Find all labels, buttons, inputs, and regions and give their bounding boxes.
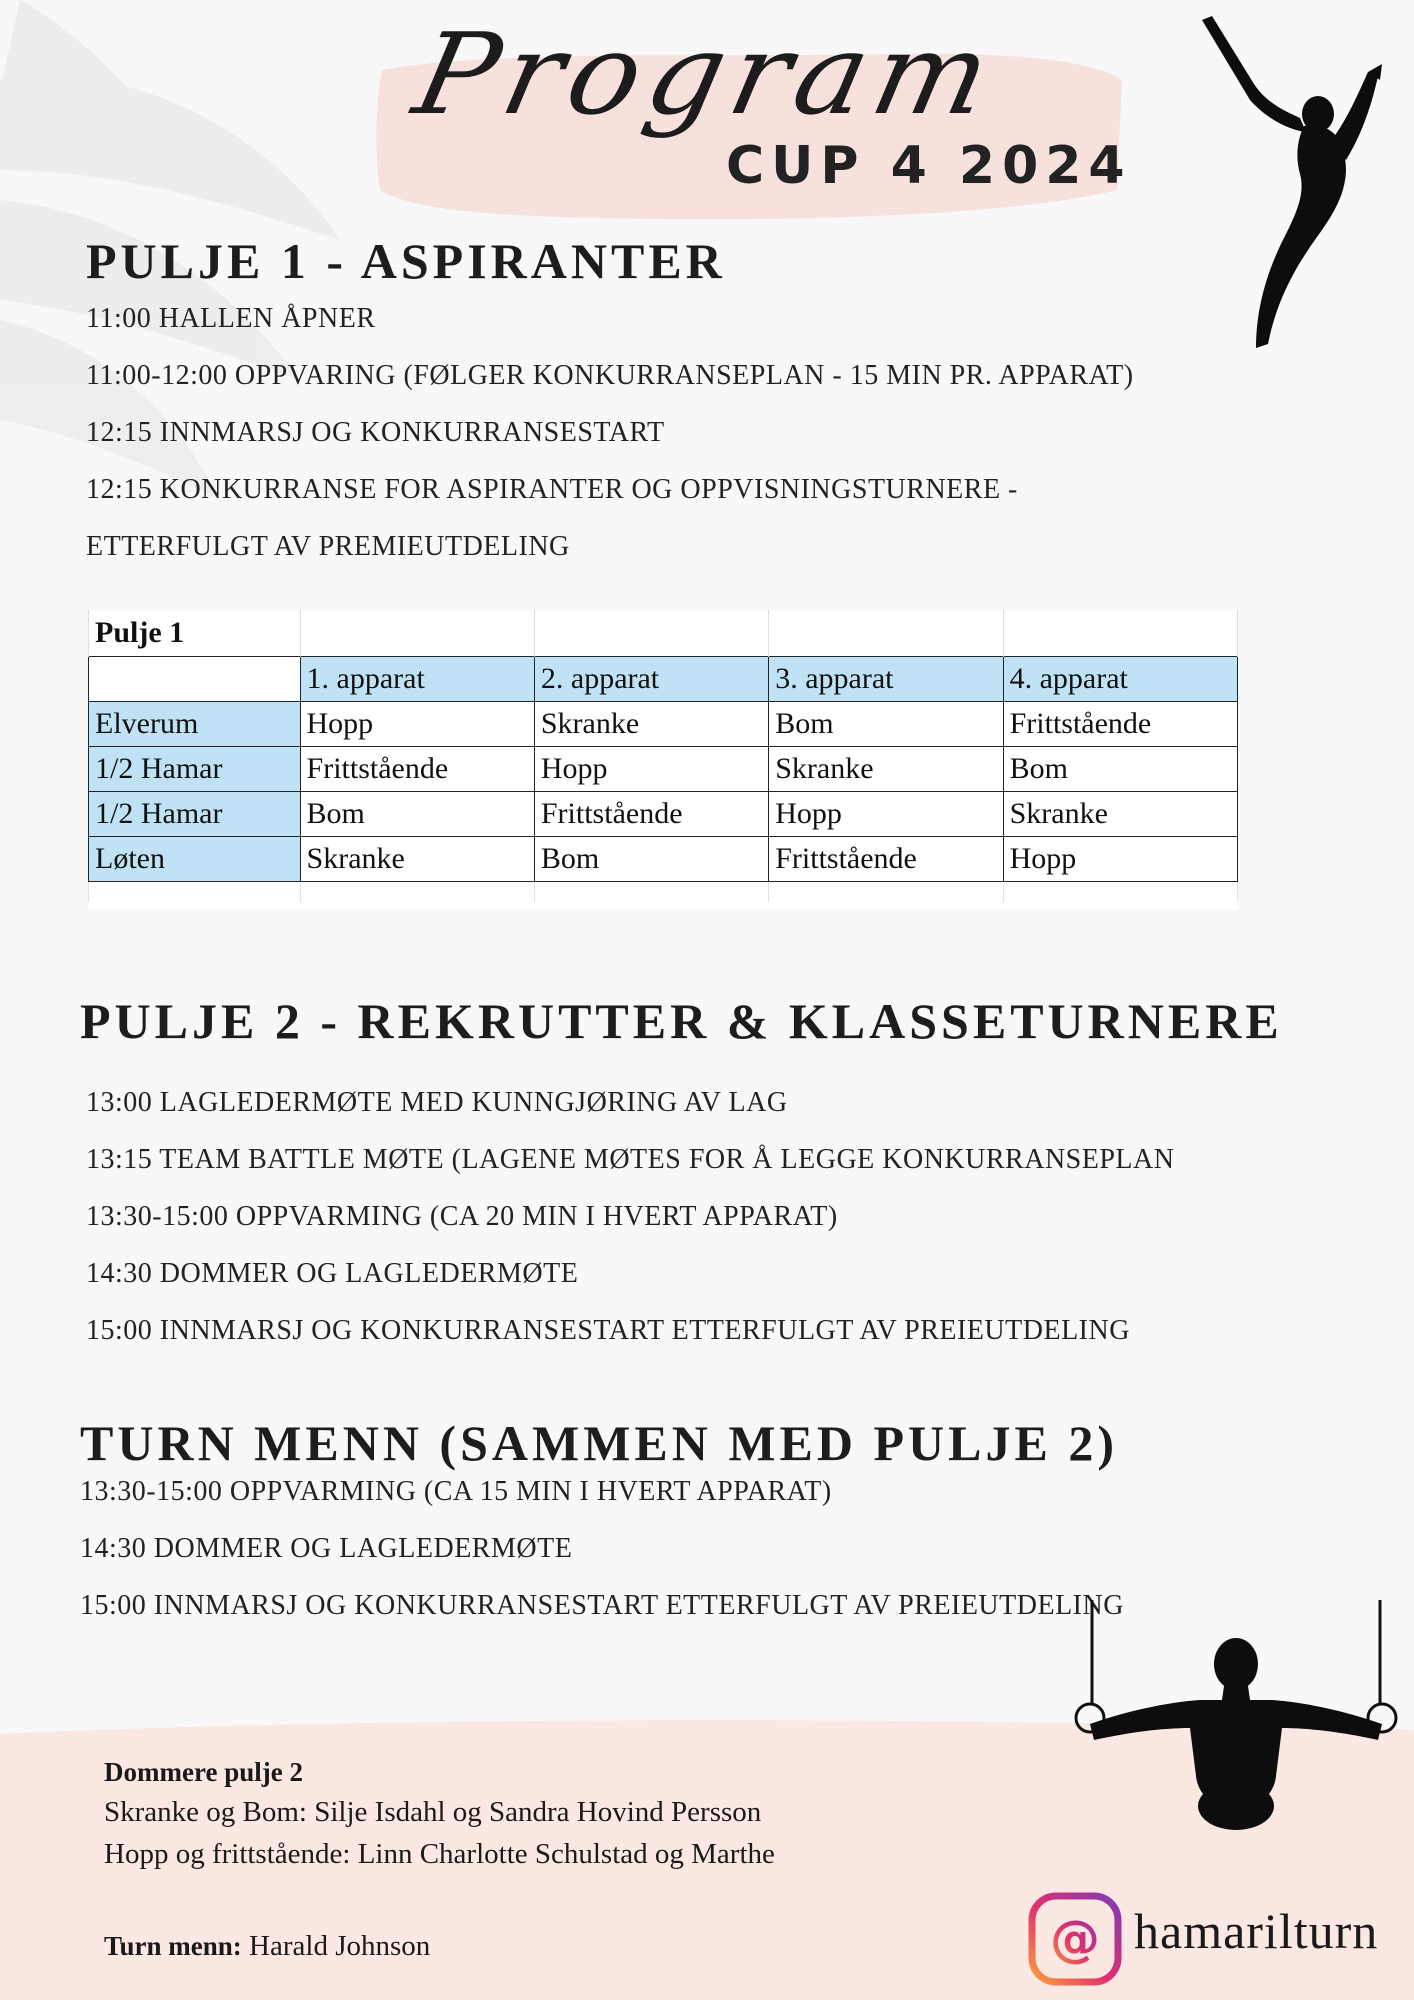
- table-row: [89, 837, 1238, 882]
- svg-text:@: @: [1050, 1910, 1100, 1968]
- table-cell: Skranke: [534, 702, 768, 747]
- pulje1-line: 12:15 KONKURRANSE FOR ASPIRANTER OG OPPVISNINGSTURNERE -: [86, 474, 1018, 505]
- table-cell: Skranke: [300, 837, 534, 882]
- pulje2-line: 13:00 LAGLEDERMØTE MED KUNNGJØRING AV LAG: [86, 1087, 788, 1118]
- table-row: [89, 747, 1238, 792]
- turn-menn-heading: TURN MENN (SAMMEN MED PULJE 2): [80, 1415, 1118, 1471]
- table-club-cell: 1/2 Hamar: [89, 792, 301, 837]
- instagram-handle[interactable]: hamarilturn: [1134, 1903, 1379, 1959]
- turn-menn-line: 14:30 DOMMER OG LAGLEDERMØTE: [80, 1533, 573, 1564]
- table-cell: Skranke: [769, 747, 1003, 792]
- table-cell: Bom: [300, 792, 534, 837]
- table-row: [89, 792, 1238, 837]
- table-cell: Hopp: [534, 747, 768, 792]
- table-club-cell: Elverum: [89, 702, 301, 747]
- men-judge-label: Turn menn:: [104, 1931, 242, 1961]
- table-tail-row: [89, 882, 1238, 903]
- table-club-cell: 1/2 Hamar: [89, 747, 301, 792]
- table-empty-cell: [1003, 882, 1237, 903]
- gymnast-silhouette-icon: [1196, 14, 1386, 354]
- table-cell: Hopp: [1003, 837, 1237, 882]
- table-empty-cell: [300, 882, 534, 903]
- pulje1-line: 11:00-12:00 OPPVARING (FØLGER KONKURRANSEPLAN - 15 MIN PR. APPARAT): [86, 360, 1134, 391]
- pulje2-line: 15:00 INNMARSJ OG KONKURRANSESTART ETTERFULGT AV PREIEUTDELING: [86, 1315, 1130, 1346]
- men-judge-name: Harald Johnson: [241, 1930, 431, 1962]
- instagram-icon[interactable]: [1028, 1892, 1122, 1986]
- table-cell: Frittstående: [300, 747, 534, 792]
- table-empty-cell: [534, 882, 768, 903]
- table-header-cell: [89, 657, 301, 702]
- table-empty-cell: [769, 610, 1003, 657]
- cup-title: CUP 4 2024: [726, 136, 1132, 196]
- table-title-row: [89, 610, 1238, 657]
- table-cell: Hopp: [300, 702, 534, 747]
- table-cell: Frittstående: [1003, 702, 1237, 747]
- turn-menn-line: 13:30-15:00 OPPVARMING (CA 15 MIN I HVERT APPARAT): [80, 1476, 832, 1507]
- pulje1-heading: PULJE 1 - ASPIRANTER: [86, 233, 726, 289]
- table-header-cell: 4. apparat: [1003, 657, 1237, 702]
- table-header-cell: 2. apparat: [534, 657, 768, 702]
- pulje1-line: ETTERFULGT AV PREMIEUTDELING: [86, 531, 570, 562]
- pulje2-line: 13:15 TEAM BATTLE MØTE (LAGENE MØTES FOR Å LEGGE KONKURRANSEPLAN: [86, 1144, 1175, 1175]
- pulje2-line: 13:30-15:00 OPPVARMING (CA 20 MIN I HVERT APPARAT): [86, 1201, 838, 1232]
- turn-menn-line: 15:00 INNMARSJ OG KONKURRANSESTART ETTERFULGT AV PREIEUTDELING: [80, 1590, 1124, 1621]
- judge-line: Hopp og frittstående: Linn Charlotte Schulstad og Marthe: [104, 1838, 775, 1870]
- schedule-table: [88, 610, 1238, 902]
- men-judge-line: [104, 1930, 430, 1963]
- pulje1-line: 12:15 INNMARSJ OG KONKURRANSESTART: [86, 417, 665, 448]
- table-empty-cell: [1003, 610, 1237, 657]
- table-empty-cell: [534, 610, 768, 657]
- table-header-row: [89, 657, 1238, 702]
- table-header-cell: 1. apparat: [300, 657, 534, 702]
- table-cell: Frittstående: [534, 792, 768, 837]
- table-cell: Bom: [769, 702, 1003, 747]
- table-club-cell: Løten: [89, 837, 301, 882]
- pulje1-schedule-table: [88, 610, 1238, 910]
- table-cell: Hopp: [769, 792, 1003, 837]
- rings-gymnast-silhouette-icon: [1060, 1600, 1400, 1840]
- pulje1-line: 11:00 HALLEN ÅPNER: [86, 303, 376, 334]
- pulje2-line: 14:30 DOMMER OG LAGLEDERMØTE: [86, 1258, 579, 1289]
- table-row: [89, 702, 1238, 747]
- table-empty-cell: [89, 882, 301, 903]
- table-cell: Bom: [534, 837, 768, 882]
- table-empty-cell: [769, 882, 1003, 903]
- judge-line: Skranke og Bom: Silje Isdahl og Sandra Hovind Persson: [104, 1796, 762, 1828]
- table-cell: Bom: [1003, 747, 1237, 792]
- table-title: Pulje 1: [89, 610, 301, 657]
- pulje2-heading: PULJE 2 - REKRUTTER & KLASSETURNERE: [80, 993, 1283, 1049]
- program-script-title: Program: [404, 8, 1010, 140]
- table-cell: Frittstående: [769, 837, 1003, 882]
- table-cell: Skranke: [1003, 792, 1237, 837]
- table-header-cell: 3. apparat: [769, 657, 1003, 702]
- judges-title: Dommere pulje 2: [104, 1757, 303, 1787]
- table-empty-cell: [300, 610, 534, 657]
